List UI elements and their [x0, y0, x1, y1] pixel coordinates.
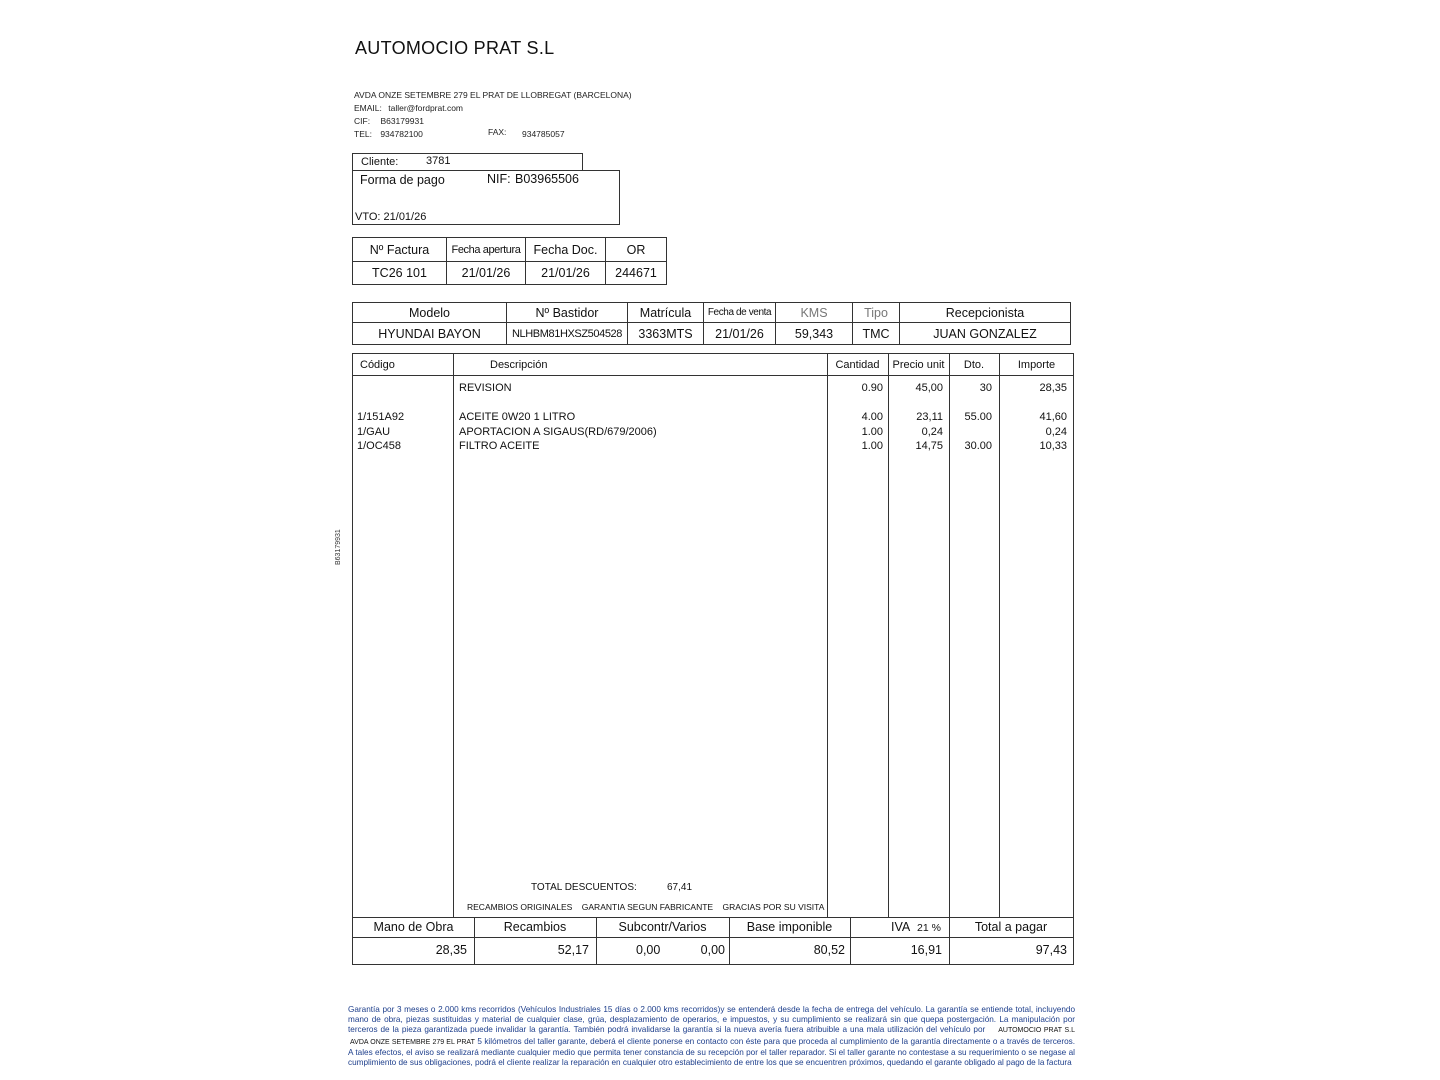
invoice-doc-date: 21/01/26 [526, 262, 606, 285]
row-1-quantity: 4.00 [861, 411, 883, 423]
invoice-number: TC26 101 [353, 262, 447, 285]
client-number: 3781 [426, 155, 451, 167]
row-0-unit-price: 45,00 [915, 382, 943, 394]
payment-label: Forma de pago [360, 173, 445, 187]
invoice-header-doc-date: Fecha Doc. [526, 238, 606, 262]
vehicle-kms: 59,343 [776, 323, 853, 345]
total-value: 97,43 [1035, 943, 1067, 957]
vehicle-chassis: NLHBM81HXSZ504528 [507, 323, 628, 345]
side-cif: B63179931 [335, 529, 342, 565]
client-label: Cliente: [361, 156, 399, 168]
totals-table [352, 917, 1074, 965]
header-amount: Importe [1017, 359, 1056, 371]
company-name: AUTOMOCIO PRAT S.L [355, 38, 555, 58]
header-description: Descripción [490, 359, 548, 371]
total-discounts-value: 67,41 [667, 882, 693, 893]
row-2-quantity: 1.00 [861, 426, 883, 438]
cif-label: CIF: [354, 116, 371, 126]
tel-label: TEL: [354, 129, 372, 139]
row-1-description: ACEITE 0W20 1 LITRO [459, 411, 576, 423]
row-3-amount: 10,33 [1039, 440, 1067, 452]
fax-label: FAX: [488, 127, 507, 137]
header-divider [353, 375, 1073, 376]
iva-rate: 21 % [917, 922, 941, 934]
vehicle-header-type: Tipo [853, 303, 900, 323]
row-3-quantity: 1.00 [861, 440, 883, 452]
base-value: 80,52 [813, 943, 845, 957]
row-1-amount: 41,60 [1039, 411, 1067, 423]
vehicle-type: TMC [853, 323, 900, 345]
client-box [352, 153, 583, 171]
parts-value: 52,17 [557, 943, 589, 957]
labour-value: 28,35 [435, 943, 467, 957]
parts-label: Recambios [503, 920, 567, 934]
vehicle-header-receptionist: Recepcionista [900, 303, 1071, 323]
invoice-or: 244671 [606, 262, 667, 285]
invoice-header-number: Nº Factura [353, 238, 447, 262]
vto-date: VTO: 21/01/26 [355, 211, 427, 223]
vehicle-sale-date: 21/01/26 [704, 323, 776, 345]
company-cif-row [354, 116, 424, 126]
cif-value: B63179931 [380, 116, 424, 126]
row-3-description: FILTRO ACEITE [459, 440, 540, 452]
tel-value: 934782100 [380, 129, 423, 139]
warranty-text-2: 5 kilómetros del taller garante, deberá el cliente ponerse en contacto con éste para que proceda al cumplimiento de la garantía directamente o a través de terceros. A tales efectos, el aviso se realizará mediante cualquier medio que permita tener constancia de su recepción por el taller reparador. Si el taller garante no contestase a su requerimiento o se negase al cumplimiento de sus obligaciones, podrá el cliente realizar la reparación en cualquier otro establecimiento de entre los que se encuentren próximos, quedando el garante obligado al pago de la factura [348, 1036, 1076, 1068]
totals-top-border [353, 917, 1073, 918]
col-divider-desc [827, 354, 828, 917]
vehicle-plate: 3363MTS [628, 323, 704, 345]
vehicle-receptionist: JUAN GONZALEZ [900, 323, 1071, 345]
vehicle-header-sale-date: Fecha de venta [704, 303, 776, 323]
total-discounts-label: TOTAL DESCUENTOS: [531, 882, 637, 893]
invoice-header-or: OR [606, 238, 667, 262]
company-email-row [354, 103, 463, 113]
warranty-text-1: Garantía por 3 meses o 2.000 kms recorridos (Vehículos Industriales 15 días o 2.000 kms recorridos)y se entenderá desde la fecha de entrega del vehículo. La garantía se entiende total, incluyendo mano de obra, piezas sustituidas y material de cualquier clase, grúa, desplazamiento de operarios, e impuestos, y su cumplimiento se realizará sin que quepa postergación. La manipulación por terceros de la pieza garantizada puede invalidar la garantía. También podrá invalidarse la garantía si la nueva avería fuera atribuible a una mala utilización del vehículo por [348, 1005, 1075, 1035]
warranty-address: AVDA ONZE SETEMBRE 279 EL PRAT [350, 1038, 475, 1046]
invoice-note: RECAMBIOS ORIGINALES GARANTIA SEGUN FABRICANTE GRACIAS POR SU VISITA [467, 902, 825, 912]
row-2-amount: 0,24 [1045, 426, 1067, 438]
line-items-table [352, 353, 1074, 918]
row-0-amount: 28,35 [1039, 382, 1067, 394]
row-3-unit-price: 14,75 [915, 440, 943, 452]
company-phone-row [354, 129, 614, 139]
row-0-discount: 30 [979, 382, 992, 394]
base-label: Base imponible [746, 920, 833, 934]
row-2-description: APORTACION A SIGAUS(RD/679/2006) [459, 426, 657, 438]
row-1-unit-price: 23,11 [916, 411, 943, 423]
vehicle-header-plate: Matrícula [628, 303, 704, 323]
row-0-description: REVISION [459, 382, 512, 394]
header-quantity: Cantidad [835, 359, 880, 371]
row-1-discount: 55.00 [964, 411, 992, 423]
col-divider-qty [888, 354, 889, 917]
col-divider-disc [999, 354, 1000, 917]
subcontr-value: 0,00 [636, 943, 661, 957]
invoice-open-date: 21/01/26 [447, 262, 526, 285]
payment-box [352, 170, 620, 225]
row-0-quantity: 0.90 [861, 382, 883, 394]
invoice-header-open-date: Fecha apertura [447, 238, 526, 262]
labour-label: Mano de Obra [373, 920, 454, 934]
subcontr-label: Subcontr/Varios [618, 920, 707, 934]
vehicle-header-chassis: Nº Bastidor [507, 303, 628, 323]
row-1-code: 1/151A92 [357, 411, 405, 423]
total-label: Total a pagar [974, 920, 1048, 934]
col-divider-price [949, 354, 950, 917]
row-3-discount: 30.00 [964, 440, 992, 452]
iva-value: 16,91 [910, 943, 942, 957]
fax-value: 934785057 [522, 129, 565, 139]
email-label: EMAIL: [354, 103, 382, 113]
invoice-info-table [352, 237, 667, 285]
warranty-footer [348, 1005, 1075, 1068]
varios-value: 0,00 [700, 943, 725, 957]
vehicle-table [352, 302, 1071, 345]
iva-label: IVA [891, 920, 911, 934]
email-value: taller@fordprat.com [388, 103, 464, 113]
vehicle-header-model: Modelo [353, 303, 507, 323]
row-2-unit-price: 0,24 [921, 426, 943, 438]
header-unit-price: Precio unit [892, 359, 945, 371]
nif-value: B03965506 [515, 172, 579, 186]
vehicle-header-kms: KMS [776, 303, 853, 323]
warranty-company: AUTOMOCIO PRAT S.L [998, 1027, 1075, 1035]
header-discount: Dto. [963, 359, 985, 371]
company-address: AVDA ONZE SETEMBRE 279 EL PRAT DE LLOBREGAT (BARCELONA) [354, 90, 632, 100]
row-2-code: 1/GAU [357, 426, 391, 438]
nif-label: NIF: [487, 172, 511, 186]
header-code: Código [360, 359, 395, 371]
row-3-code: 1/OC458 [357, 440, 402, 452]
vehicle-model: HYUNDAI BAYON [353, 323, 507, 345]
totals-divider [353, 937, 1073, 938]
col-divider-code [453, 354, 454, 917]
